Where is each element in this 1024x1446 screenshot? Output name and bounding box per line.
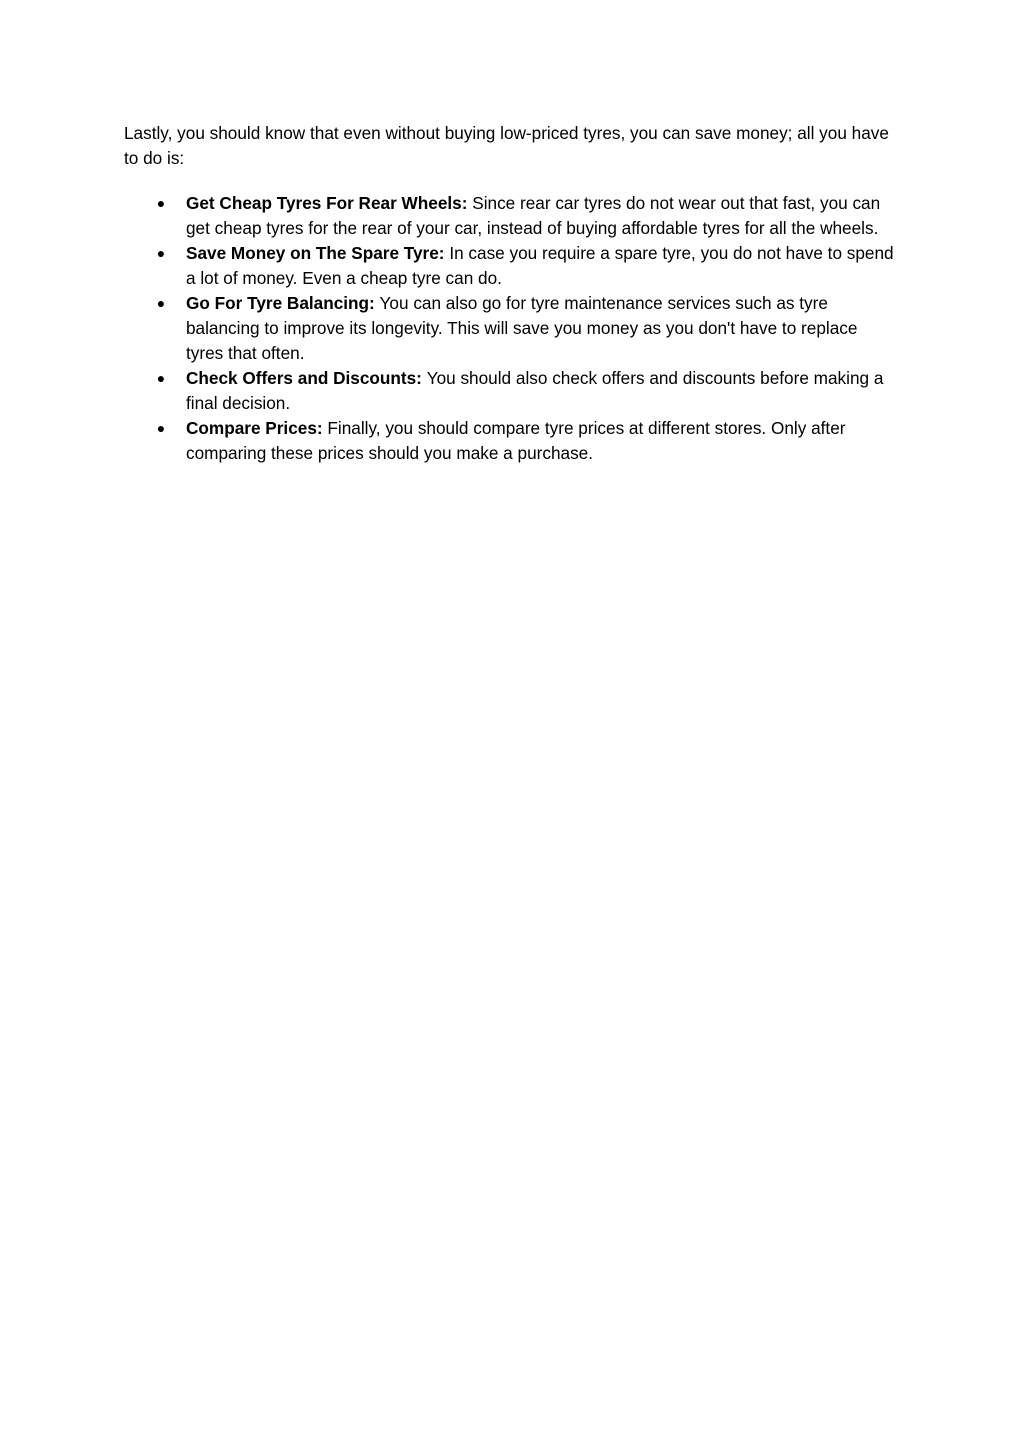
intro-paragraph: Lastly, you should know that even without buying low-priced tyres, you can save money; all you have to do is:	[124, 123, 889, 168]
tip-title: Compare Prices:	[186, 418, 328, 438]
list-item	[124, 366, 894, 416]
tip-text: You should also check offers and discounts before making a final decision.	[186, 368, 884, 413]
tip-title: Go For Tyre Balancing:	[186, 293, 380, 313]
tip-text: Finally, you should compare tyre prices at different stores. Only after comparing these prices should you make a purchase.	[186, 418, 846, 463]
tip-title: Get Cheap Tyres For Rear Wheels:	[186, 193, 473, 213]
list-item	[124, 416, 894, 466]
bullet-icon: ●	[156, 420, 166, 436]
page-content	[124, 121, 894, 466]
list-item	[124, 191, 894, 241]
bullet-icon: ●	[156, 195, 166, 211]
tip-text: In case you require a spare tyre, you do not have to spend a lot of money. Even a cheap tyre can do.	[186, 243, 894, 288]
tips-list	[124, 191, 894, 466]
tip-text: Since rear car tyres do not wear out that fast, you can get cheap tyres for the rear of your car, instead of buying affordable tyres for all the wheels.	[186, 193, 881, 238]
tip-text: You can also go for tyre maintenance services such as tyre balancing to improve its longevity. This will save you money as you don't have to replace tyres that often.	[186, 293, 858, 363]
bullet-icon: ●	[156, 295, 166, 311]
tip-title: Save Money on The Spare Tyre:	[186, 243, 450, 263]
tip-title: Check Offers and Discounts:	[186, 368, 427, 388]
list-item	[124, 291, 894, 366]
list-item	[124, 241, 894, 291]
bullet-icon: ●	[156, 245, 166, 261]
bullet-icon: ●	[156, 370, 166, 386]
